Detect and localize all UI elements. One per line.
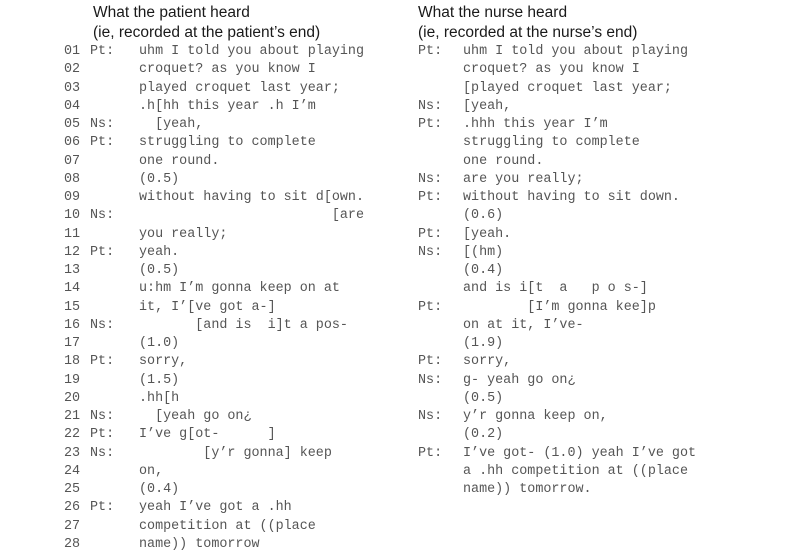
line-number: 05: [64, 117, 81, 132]
speaker-label: Pt:: [90, 427, 115, 443]
utterance-text: yeah I’ve got a .hh: [139, 500, 292, 516]
utterance-text: one round.: [463, 153, 544, 169]
utterance-text: croquet? as you know I: [139, 62, 316, 78]
line-number: 14: [64, 281, 81, 297]
utterance-text: name)) tomorrow: [139, 536, 260, 552]
line-number: 02: [64, 62, 81, 78]
speaker-label: Pt:: [90, 354, 115, 370]
utterance-text: (1.0): [139, 336, 180, 351]
line-number: 06: [64, 135, 81, 151]
utterance-text: [I’m gonna kee]p: [463, 299, 656, 315]
line-number: 22: [64, 427, 81, 443]
utterance-text: yeah.: [139, 244, 180, 260]
line-number: 26: [64, 500, 81, 516]
line-number: 11: [64, 226, 81, 242]
line-number: 27: [64, 518, 81, 534]
utterance-text: croquet? as you know I: [463, 62, 640, 78]
speaker-label: Pt:: [418, 190, 443, 205]
utterance-text: are you really;: [463, 171, 584, 187]
nurse-heading: What the nurse heard: [418, 4, 568, 21]
line-number: 13: [64, 263, 81, 278]
utterance-text: [y’r gonna] keep: [139, 445, 332, 461]
utterance-text: struggling to complete: [463, 135, 640, 151]
utterance-text: (0.5): [139, 263, 180, 278]
utterance-text: one round.: [139, 153, 220, 169]
speaker-label: Ns:: [90, 445, 115, 461]
utterance-text: sorry,: [139, 354, 188, 370]
speaker-label: Ns:: [418, 409, 443, 424]
utterance-text: [yeah,: [139, 117, 204, 132]
utterance-text: uhm I told you about playing: [139, 44, 364, 59]
utterance-text: without having to sit down.: [463, 190, 680, 205]
utterance-text: a .hh competition at ((place: [463, 463, 688, 479]
utterance-text: (1.5): [139, 372, 180, 388]
speaker-label: Ns:: [90, 117, 115, 132]
speaker-label: Ns:: [418, 171, 443, 187]
line-number: 09: [64, 190, 81, 205]
utterance-text: on at it, I’ve-: [463, 317, 584, 333]
line-number: 16: [64, 317, 81, 333]
speaker-label: Ns:: [90, 409, 115, 424]
utterance-text: g- yeah go on¿: [463, 372, 576, 388]
line-number: 03: [64, 80, 81, 96]
utterance-text: [and is i]t a pos-: [139, 317, 348, 333]
speaker-label: Pt:: [418, 445, 443, 461]
utterance-text: without having to sit d[own.: [139, 190, 364, 205]
utterance-text: (0.6): [463, 208, 504, 224]
utterance-text: u:hm I’m gonna keep on at: [139, 281, 340, 297]
line-number: 10: [64, 208, 81, 224]
utterance-text: sorry,: [463, 354, 512, 370]
line-number: 19: [64, 372, 81, 388]
utterance-text: it, I’[ve got a-]: [139, 299, 276, 315]
utterance-text: struggling to complete: [139, 135, 316, 151]
patient-subheading: (ie, recorded at the patient’s end): [93, 24, 321, 41]
patient-heading: What the patient heard: [93, 4, 250, 21]
utterance-text: I’ve g[ot- ]: [139, 427, 276, 443]
speaker-label: Pt:: [418, 117, 443, 132]
utterance-text: (1.9): [463, 336, 504, 351]
speaker-label: Pt:: [90, 244, 115, 260]
line-number: 18: [64, 354, 81, 370]
utterance-text: [are: [139, 208, 364, 224]
line-number: 24: [64, 463, 81, 479]
utterance-text: (0.4): [139, 482, 180, 497]
utterance-text: [yeah go on¿: [139, 409, 252, 424]
utterance-text: (0.2): [463, 427, 504, 443]
utterance-text: competition at ((place: [139, 518, 316, 534]
speaker-label: Pt:: [418, 44, 443, 59]
utterance-text: .hhh this year I’m: [463, 117, 608, 132]
speaker-label: Ns:: [418, 372, 443, 388]
utterance-text: (0.5): [463, 390, 504, 406]
utterance-text: [played croquet last year;: [463, 80, 672, 96]
speaker-label: Pt:: [90, 135, 115, 151]
line-number: 23: [64, 445, 81, 461]
utterance-text: (0.5): [139, 171, 180, 187]
speaker-label: Ns:: [90, 317, 115, 333]
utterance-text: name)) tomorrow.: [463, 482, 592, 497]
utterance-text: .hh[h: [139, 390, 180, 406]
speaker-label: Pt:: [418, 354, 443, 370]
line-number: 08: [64, 171, 81, 187]
line-number: 21: [64, 409, 81, 424]
nurse-subheading: (ie, recorded at the nurse’s end): [418, 24, 638, 41]
utterance-text: [yeah,: [463, 98, 512, 114]
utterance-text: [yeah.: [463, 226, 512, 242]
line-number: 01: [64, 44, 81, 59]
utterance-text: I’ve got- (1.0) yeah I’ve got: [463, 445, 697, 461]
line-number: 20: [64, 390, 81, 406]
line-number: 04: [64, 98, 81, 114]
utterance-text: [(hm): [463, 244, 504, 260]
speaker-label: Ns:: [418, 244, 443, 260]
line-number: 15: [64, 299, 81, 315]
line-number: 12: [64, 244, 81, 260]
utterance-text: played croquet last year;: [139, 80, 340, 96]
line-number: 28: [64, 536, 81, 552]
utterance-text: on,: [139, 463, 164, 479]
speaker-label: Pt:: [418, 226, 443, 242]
line-number: 25: [64, 482, 81, 497]
speaker-label: Pt:: [90, 44, 115, 59]
line-number: 07: [64, 153, 81, 169]
speaker-label: Ns:: [90, 208, 115, 224]
speaker-label: Ns:: [418, 98, 443, 114]
utterance-text: you really;: [139, 226, 228, 242]
line-number: 17: [64, 336, 81, 351]
speaker-label: Pt:: [90, 500, 115, 516]
utterance-text: y’r gonna keep on,: [463, 409, 608, 424]
speaker-label: Pt:: [418, 299, 443, 315]
utterance-text: .h[hh this year .h I’m: [139, 98, 316, 114]
utterance-text: and is i[t a p o s-]: [463, 281, 648, 297]
utterance-text: uhm I told you about playing: [463, 44, 688, 59]
utterance-text: (0.4): [463, 263, 504, 278]
